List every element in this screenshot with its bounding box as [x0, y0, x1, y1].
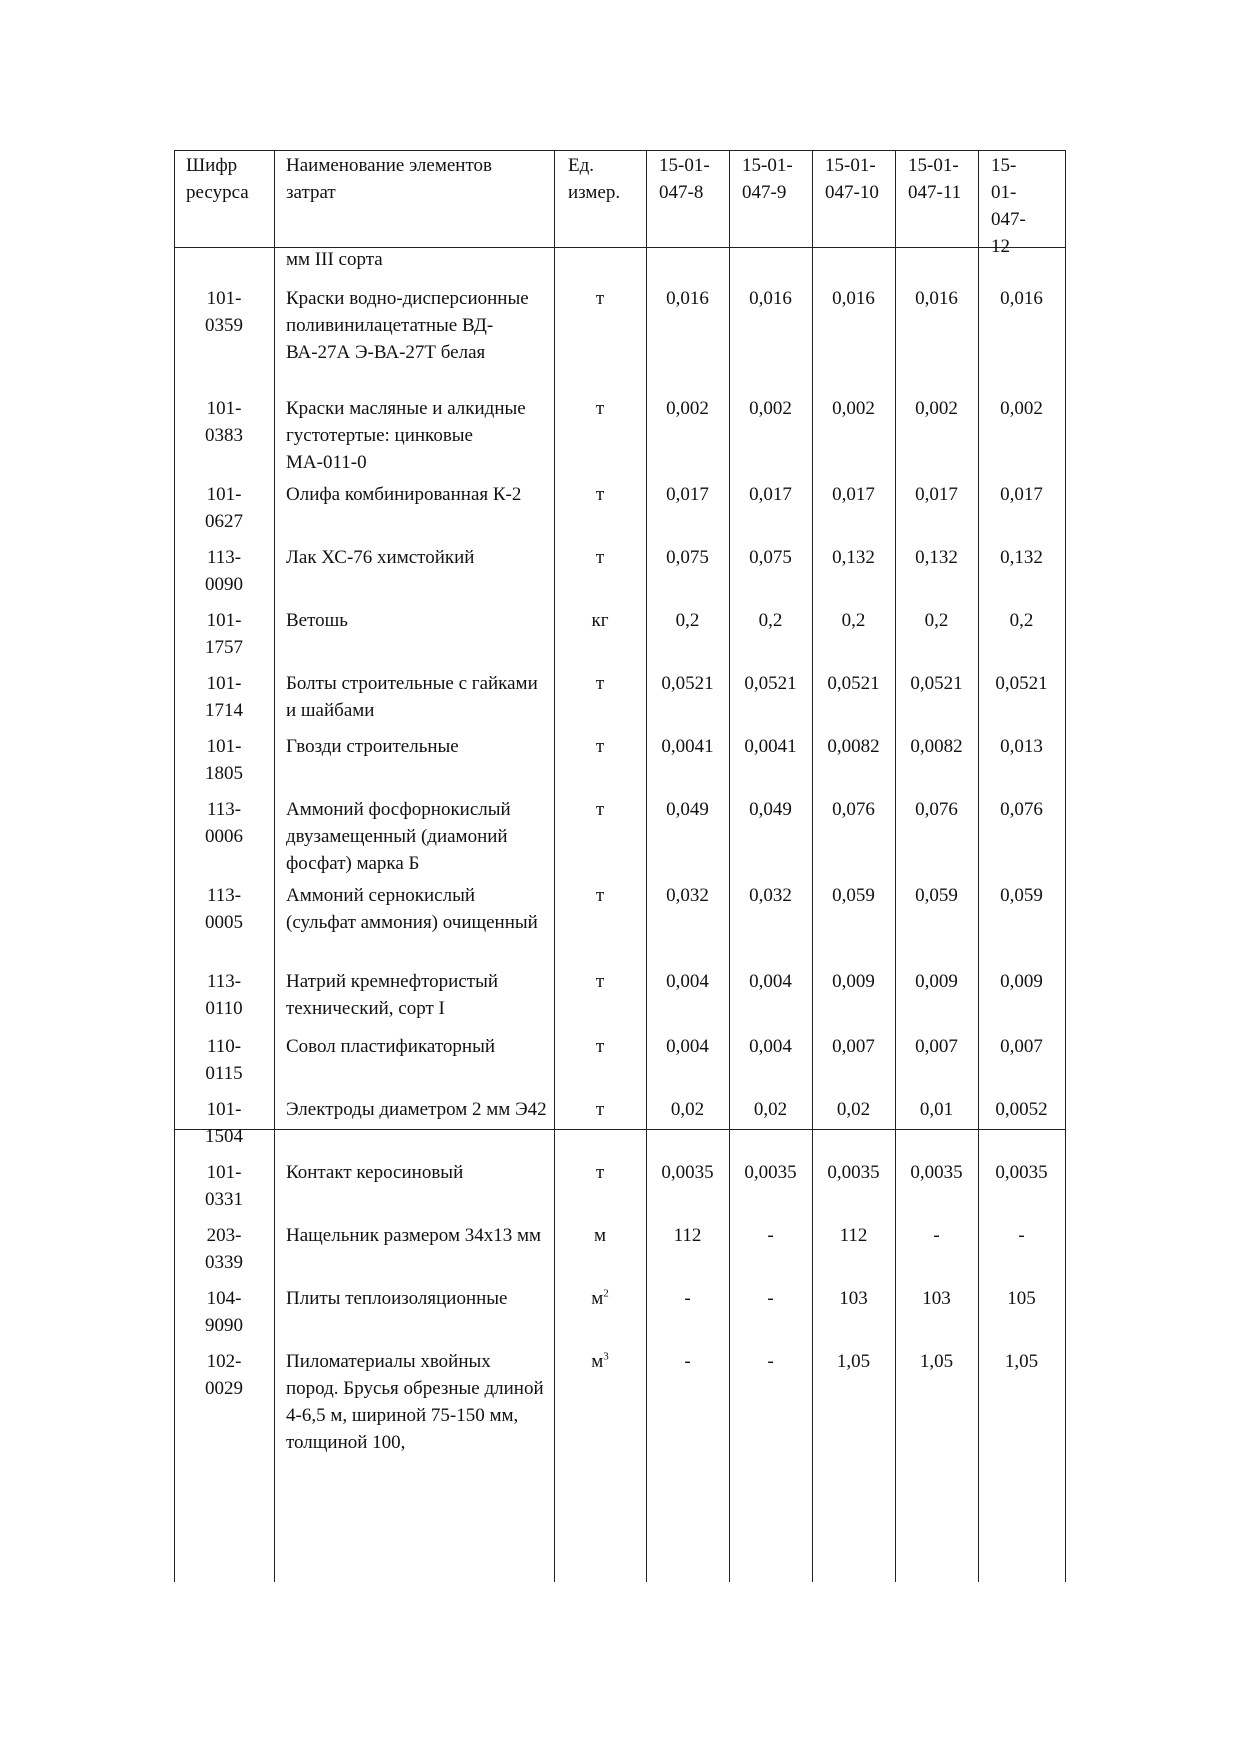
- header-col-4: 15-01-047-11: [908, 155, 962, 203]
- header-col-3: 15-01-047-10: [825, 155, 879, 203]
- row-value: 0,059: [1000, 885, 1043, 906]
- row-value: 0,076: [832, 799, 875, 820]
- row-value: 0,002: [749, 398, 792, 419]
- continuation-text: мм III сорта: [286, 249, 383, 270]
- row-code: 101- 1504: [205, 1099, 243, 1147]
- row-code: 113- 0090: [205, 547, 243, 595]
- row-value: 0,004: [749, 1036, 792, 1057]
- header-unit: Ед. измер.: [568, 155, 621, 203]
- row-value: 0,016: [1000, 288, 1043, 309]
- row-value: 0,016: [749, 288, 792, 309]
- row-value: 0,049: [666, 799, 709, 820]
- row-value: 0,004: [666, 1036, 709, 1057]
- row-value: 0,01: [919, 1099, 954, 1120]
- row-value: 0,132: [832, 547, 875, 568]
- row-value: 0,076: [915, 799, 958, 820]
- row-value: 0,059: [832, 885, 875, 906]
- row-value: 1,05: [1004, 1351, 1039, 1372]
- row-value: 0,0035: [910, 1162, 963, 1183]
- row-code: 101- 0627: [205, 484, 243, 532]
- row-unit: т: [595, 673, 605, 694]
- row-unit: т: [595, 1162, 605, 1183]
- row-code: 101- 1805: [205, 736, 243, 784]
- header-name: Наименование элементов затрат: [286, 155, 492, 203]
- row-value: -: [767, 1288, 774, 1309]
- row-value: 0,132: [915, 547, 958, 568]
- unit-superscript: 3: [603, 1350, 609, 1363]
- row-value: 0,0521: [910, 673, 963, 694]
- row-value: 0,2: [924, 610, 949, 631]
- row-name: Гвозди строительные: [286, 736, 459, 757]
- row-value: -: [767, 1351, 774, 1372]
- row-code: 101- 0359: [205, 288, 243, 336]
- row-value: 0,0041: [744, 736, 797, 757]
- row-value: 112: [839, 1225, 868, 1246]
- row-value: 0,009: [1000, 971, 1043, 992]
- row-value: 0,0082: [910, 736, 963, 757]
- row-value: 0,2: [1009, 610, 1034, 631]
- row-value: 105: [1007, 1288, 1036, 1309]
- row-name: Аммоний фосфорнокислый двузамещенный (диамоний фосфат) марка Б: [286, 799, 511, 874]
- row-value: 0,002: [1000, 398, 1043, 419]
- row-value: 0,02: [836, 1099, 871, 1120]
- row-value: -: [933, 1225, 940, 1246]
- row-unit: т: [595, 288, 605, 309]
- row-value: 0,032: [666, 885, 709, 906]
- row-name: Электроды диаметром 2 мм Э42: [286, 1099, 547, 1120]
- row-name: Плиты теплоизоляционные: [286, 1288, 508, 1309]
- row-value: 1,05: [836, 1351, 871, 1372]
- row-value: 0,017: [915, 484, 958, 505]
- row-value: 0,009: [832, 971, 875, 992]
- row-value: 0,02: [670, 1099, 705, 1120]
- row-code: 101- 1757: [205, 610, 243, 658]
- row-name: Олифа комбинированная К-2: [286, 484, 522, 505]
- row-value: -: [1018, 1225, 1025, 1246]
- row-value: 0,017: [666, 484, 709, 505]
- row-value: 0,2: [758, 610, 783, 631]
- row-value: 0,2: [675, 610, 700, 631]
- row-value: -: [684, 1288, 691, 1309]
- row-name: Пиломатериалы хвойных пород. Брусья обрезные длиной 4-6,5 м, шириной 75-150 мм, толщиной 100,: [286, 1351, 544, 1453]
- row-code: 104- 9090: [205, 1288, 243, 1336]
- row-value: 0,0521: [661, 673, 714, 694]
- row-value: 0,002: [666, 398, 709, 419]
- row-unit: т: [595, 799, 605, 820]
- row-value: 103: [922, 1288, 951, 1309]
- row-code: 101- 1714: [205, 673, 243, 721]
- row-value: 0,075: [666, 547, 709, 568]
- row-code: 101- 0331: [205, 1162, 243, 1210]
- unit-superscript: 2: [603, 1287, 609, 1300]
- row-name: Лак ХС-76 химстойкий: [286, 547, 475, 568]
- row-value: 0,016: [832, 288, 875, 309]
- row-value: -: [767, 1225, 774, 1246]
- row-name: Краски масляные и алкидные густотертые: цинковые МА-011-0: [286, 398, 526, 473]
- row-value: 0,132: [1000, 547, 1043, 568]
- row-value: 0,007: [915, 1036, 958, 1057]
- row-value: 0,004: [749, 971, 792, 992]
- row-code: 113- 0110: [205, 971, 243, 1019]
- row-value: 0,017: [1000, 484, 1043, 505]
- row-value: 112: [673, 1225, 702, 1246]
- row-unit: т: [595, 971, 605, 992]
- row-unit: м: [593, 1225, 607, 1246]
- row-unit: $м^3$: [591, 1350, 609, 1372]
- row-unit: т: [595, 1099, 605, 1120]
- row-value: 103: [839, 1288, 868, 1309]
- row-name: Совол пластификаторный: [286, 1036, 495, 1057]
- row-code: 113- 0006: [205, 799, 243, 847]
- row-unit: т: [595, 1036, 605, 1057]
- row-value: -: [684, 1351, 691, 1372]
- row-unit: $м^2$: [591, 1287, 609, 1309]
- header-col-5: 15-01-047-12: [991, 155, 1026, 257]
- row-name: Нащельник размером 34х13 мм: [286, 1225, 542, 1246]
- row-unit: т: [595, 885, 605, 906]
- row-code: 113- 0005: [205, 885, 243, 933]
- row-code: 203- 0339: [205, 1225, 243, 1273]
- row-name: Ветошь: [286, 610, 348, 631]
- row-unit: кг: [591, 610, 609, 631]
- row-value: 0,075: [749, 547, 792, 568]
- row-value: 0,02: [753, 1099, 788, 1120]
- row-value: 0,0521: [744, 673, 797, 694]
- row-value: 0,002: [915, 398, 958, 419]
- row-name: Контакт керосиновый: [286, 1162, 464, 1183]
- row-unit: т: [595, 398, 605, 419]
- row-value: 0,017: [832, 484, 875, 505]
- row-value: 0,0035: [744, 1162, 797, 1183]
- row-value: 0,0082: [827, 736, 880, 757]
- row-value: 0,0035: [661, 1162, 714, 1183]
- row-name: Болты строительные с гайками и шайбами: [286, 673, 538, 721]
- row-code: 101- 0383: [205, 398, 243, 446]
- row-unit: т: [595, 484, 605, 505]
- row-value: 0,2: [841, 610, 866, 631]
- row-value: 0,016: [915, 288, 958, 309]
- row-name: Краски водно-дисперсионные поливинилацетатные ВД-ВА-27А Э-ВА-27Т белая: [286, 288, 529, 363]
- row-value: 0,009: [915, 971, 958, 992]
- row-name: Аммоний сернокислый (сульфат аммония) очищенный: [286, 885, 538, 933]
- row-value: 0,0521: [995, 673, 1048, 694]
- row-value: 0,013: [1000, 736, 1043, 757]
- row-value: 0,049: [749, 799, 792, 820]
- row-value: 0,0035: [995, 1162, 1048, 1183]
- row-code: 110- 0115: [205, 1036, 243, 1084]
- header-code: Шифр ресурса: [186, 155, 249, 203]
- header-col-2: 15-01-047-9: [742, 155, 793, 203]
- row-value: 0,076: [1000, 799, 1043, 820]
- row-value: 0,0521: [827, 673, 880, 694]
- row-unit: т: [595, 736, 605, 757]
- row-code: 102- 0029: [205, 1351, 243, 1399]
- row-value: 0,004: [666, 971, 709, 992]
- row-value: 0,059: [915, 885, 958, 906]
- row-value: 0,016: [666, 288, 709, 309]
- resource-table: [174, 150, 1066, 1582]
- row-value: 0,007: [1000, 1036, 1043, 1057]
- row-value: 0,0041: [661, 736, 714, 757]
- row-name: Натрий кремнефтористый технический, сорт I: [286, 971, 499, 1019]
- row-value: 0,017: [749, 484, 792, 505]
- row-value: 0,0052: [995, 1099, 1048, 1120]
- row-value: 0,032: [749, 885, 792, 906]
- row-value: 0,0035: [827, 1162, 880, 1183]
- row-value: 0,002: [832, 398, 875, 419]
- row-value: 1,05: [919, 1351, 954, 1372]
- header-col-1: 15-01-047-8: [659, 155, 710, 203]
- row-value: 0,007: [832, 1036, 875, 1057]
- row-unit: т: [595, 547, 605, 568]
